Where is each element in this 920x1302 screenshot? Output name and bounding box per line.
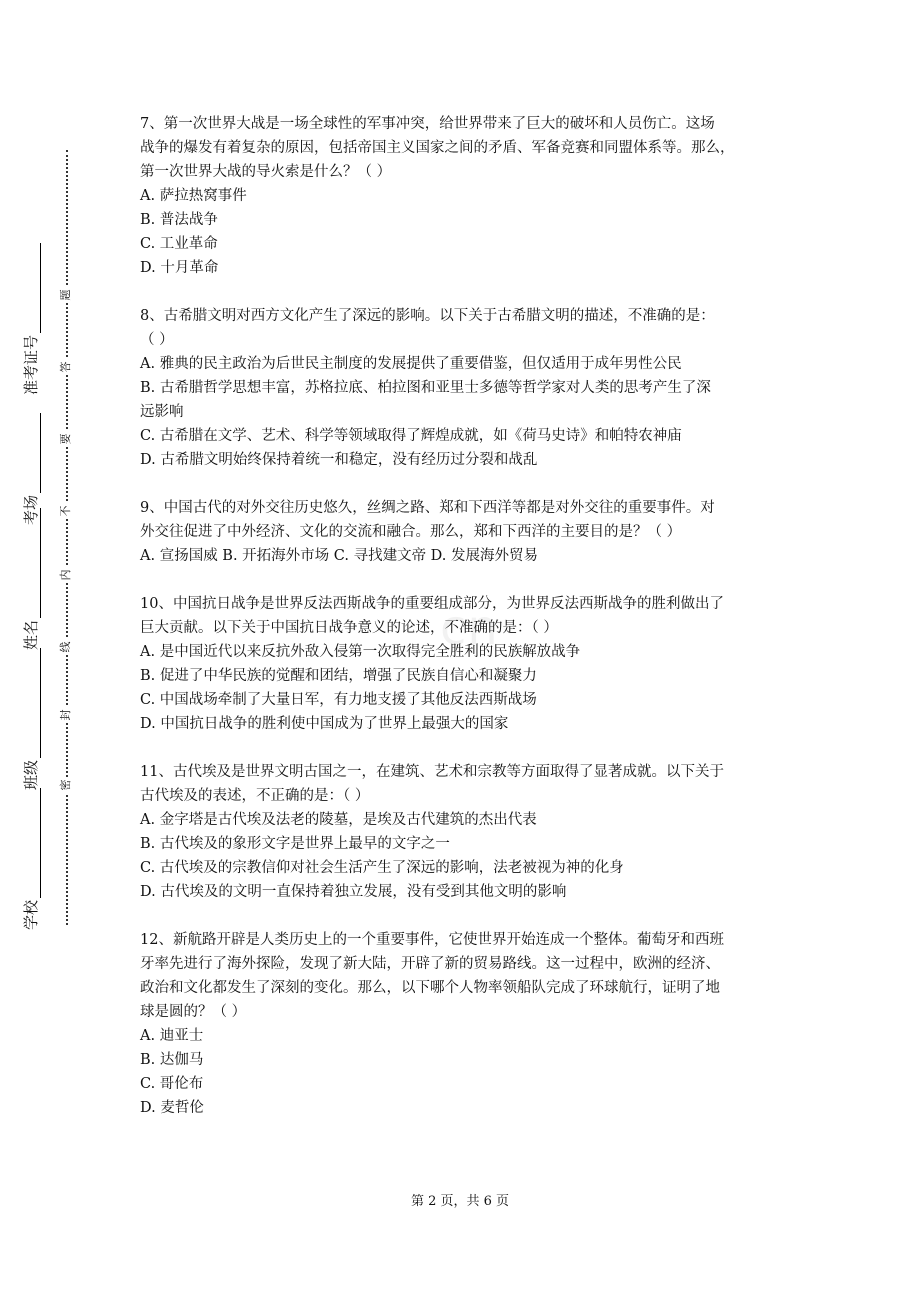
option-c: C. 哥伦布 [140,1076,204,1092]
seal-char: 要 [59,431,73,447]
ticket-field [20,243,41,395]
question-11 [140,760,785,904]
option-a: A. 金字塔是古代埃及法老的陵墓，是埃及古代建筑的杰出代表 [140,812,537,828]
option-b: B. 古代埃及的象形文字是世界上最早的文字之一 [140,836,450,852]
option-b: B. 古希腊哲学思想丰富，苏格拉底、柏拉图和亚里士多德等哲学家对人类的思考产生了深 [140,380,711,396]
option-b: B. 促进了中华民族的觉醒和团结，增强了民族自信心和凝聚力 [140,668,537,684]
option-d: D. 麦哲伦 [140,1100,204,1116]
question-list [140,112,785,1144]
page-footer: 第 2 页，共 6 页 [410,1194,510,1209]
class-label: 班级 [22,759,40,790]
question-stem-line: 牙率先进行了海外探险，发现了新大陆，开辟了新的贸易路线。这一过程中，欧洲的经济、 [140,956,720,972]
question-10 [140,592,785,736]
option-list [140,352,785,472]
school-line [24,788,41,898]
option-d: D. 古希腊文明始终保持着统一和稳定，没有经历过分裂和战乱 [140,452,538,468]
name-field [20,508,41,650]
question-stem-line: 政治和文化都发生了深刻的变化。那么，以下哪个人物率领船队完成了环球航行，证明了地 [140,980,720,996]
binding-strip [12,150,42,950]
question-stem-line: 古代埃及的表述，不正确的是：（ ） [140,788,370,804]
question-stem-line: 外交往促进了中外经济、文化的交流和融合。那么，郑和下西洋的主要目的是？（ ） [140,524,682,540]
name-label: 姓名 [22,619,40,650]
seal-char: 内 [59,567,73,583]
ticket-line [24,243,41,333]
school-field [20,788,41,930]
option-c: C. 工业革命 [140,236,218,252]
seal-char: 线 [59,639,73,655]
question-stem-line: 11、古代埃及是世界文明古国之一，在建筑、艺术和宗教等方面取得了显著成就。以下关于 [140,764,724,780]
question-stem-line: 战争的爆发有着复杂的原因，包括帝国主义国家之间的矛盾、军备竞赛和同盟体系等。那么， [140,140,735,156]
school-label: 学校 [22,899,40,930]
option-list [140,640,785,736]
seal-char: 封 [59,707,73,723]
question-12 [140,928,785,1120]
question-stem-line: 巨大贡献。以下关于中国抗日战争意义的论述，不准确的是：（ ） [140,620,558,636]
option-list [140,184,785,280]
option-d: D. 中国抗日战争的胜利使中国成为了世界上最强大的国家 [140,716,509,732]
option-b-continued: 远影响 [140,404,184,420]
question-7 [140,112,785,280]
seal-char: 题 [59,287,73,303]
question-stem-line: 7、第一次世界大战是一场全球性的军事冲突，给世界带来了巨大的破坏和人员伤亡。这场 [140,116,715,132]
seal-dotted-line [66,150,68,925]
exam-room-line [24,413,41,493]
question-stem-line: 球是圆的？（ ） [140,1004,247,1020]
seal-char: 不 [59,503,73,519]
exam-room-label: 考场 [22,494,40,525]
option-c: C. 古代埃及的宗教信仰对社会生活产生了深远的影响，法老被视为神的化身 [140,860,624,876]
question-stem-line: 第一次世界大战的导火索是什么？（ ） [140,164,392,180]
question-stem-line: 10、中国抗日战争是世界反法西斯战争的重要组成部分，为世界反法西斯战争的胜利做出了 [140,596,724,612]
option-a: A. 是中国近代以来反抗外敌入侵第一次取得完全胜利的民族解放战争 [140,644,581,660]
question-stem-line: 8、古希腊文明对西方文化产生了深远的影响。以下关于古希腊文明的描述，不准确的是： [140,308,715,324]
option-a: A. 萨拉热窝事件 [140,188,247,204]
seal-char: 答 [59,359,73,375]
ticket-label: 准考证号 [22,334,40,395]
class-line [24,648,41,758]
option-d: D. 古代埃及的文明一直保持着独立发展，没有受到其他文明的影响 [140,884,567,900]
option-list [140,808,785,904]
question-stem-line: 12、新航路开辟是人类历史上的一个重要事件，它使世界开始连成一个整体。葡萄牙和西班 [140,932,724,948]
option-c: C. 中国战场牵制了大量日军，有力地支援了其他反法西斯战场 [140,692,537,708]
option-a: A. 迪亚士 [140,1028,204,1044]
class-field [20,648,41,790]
question-stem-line: （ ） [140,332,174,348]
option-b: B. 普法战争 [140,212,218,228]
option-c: C. 古希腊在文学、艺术、科学等领域取得了辉煌成就，如《荷马史诗》和帕特农神庙 [140,428,682,444]
option-a: A. 雅典的民主政治为后世民主制度的发展提供了重要借鉴，但仅适用于成年男性公民 [140,356,682,372]
question-9 [140,496,785,568]
exam-room-field [20,413,41,525]
option-b: B. 达伽马 [140,1052,204,1068]
question-8 [140,304,785,472]
option-row: A. 宣扬国威 B. 开拓海外市场 C. 寻找建文帝 D. 发展海外贸易 [140,548,539,564]
option-d: D. 十月革命 [140,260,219,276]
option-list [140,1024,785,1120]
seal-char: 密 [59,777,73,793]
watermark: cn [440,600,499,656]
question-stem-line: 9、中国古代的对外交往历史悠久，丝绸之路、郑和下西洋等都是对外交往的重要事件。对 [140,500,715,516]
option-list [140,544,785,568]
